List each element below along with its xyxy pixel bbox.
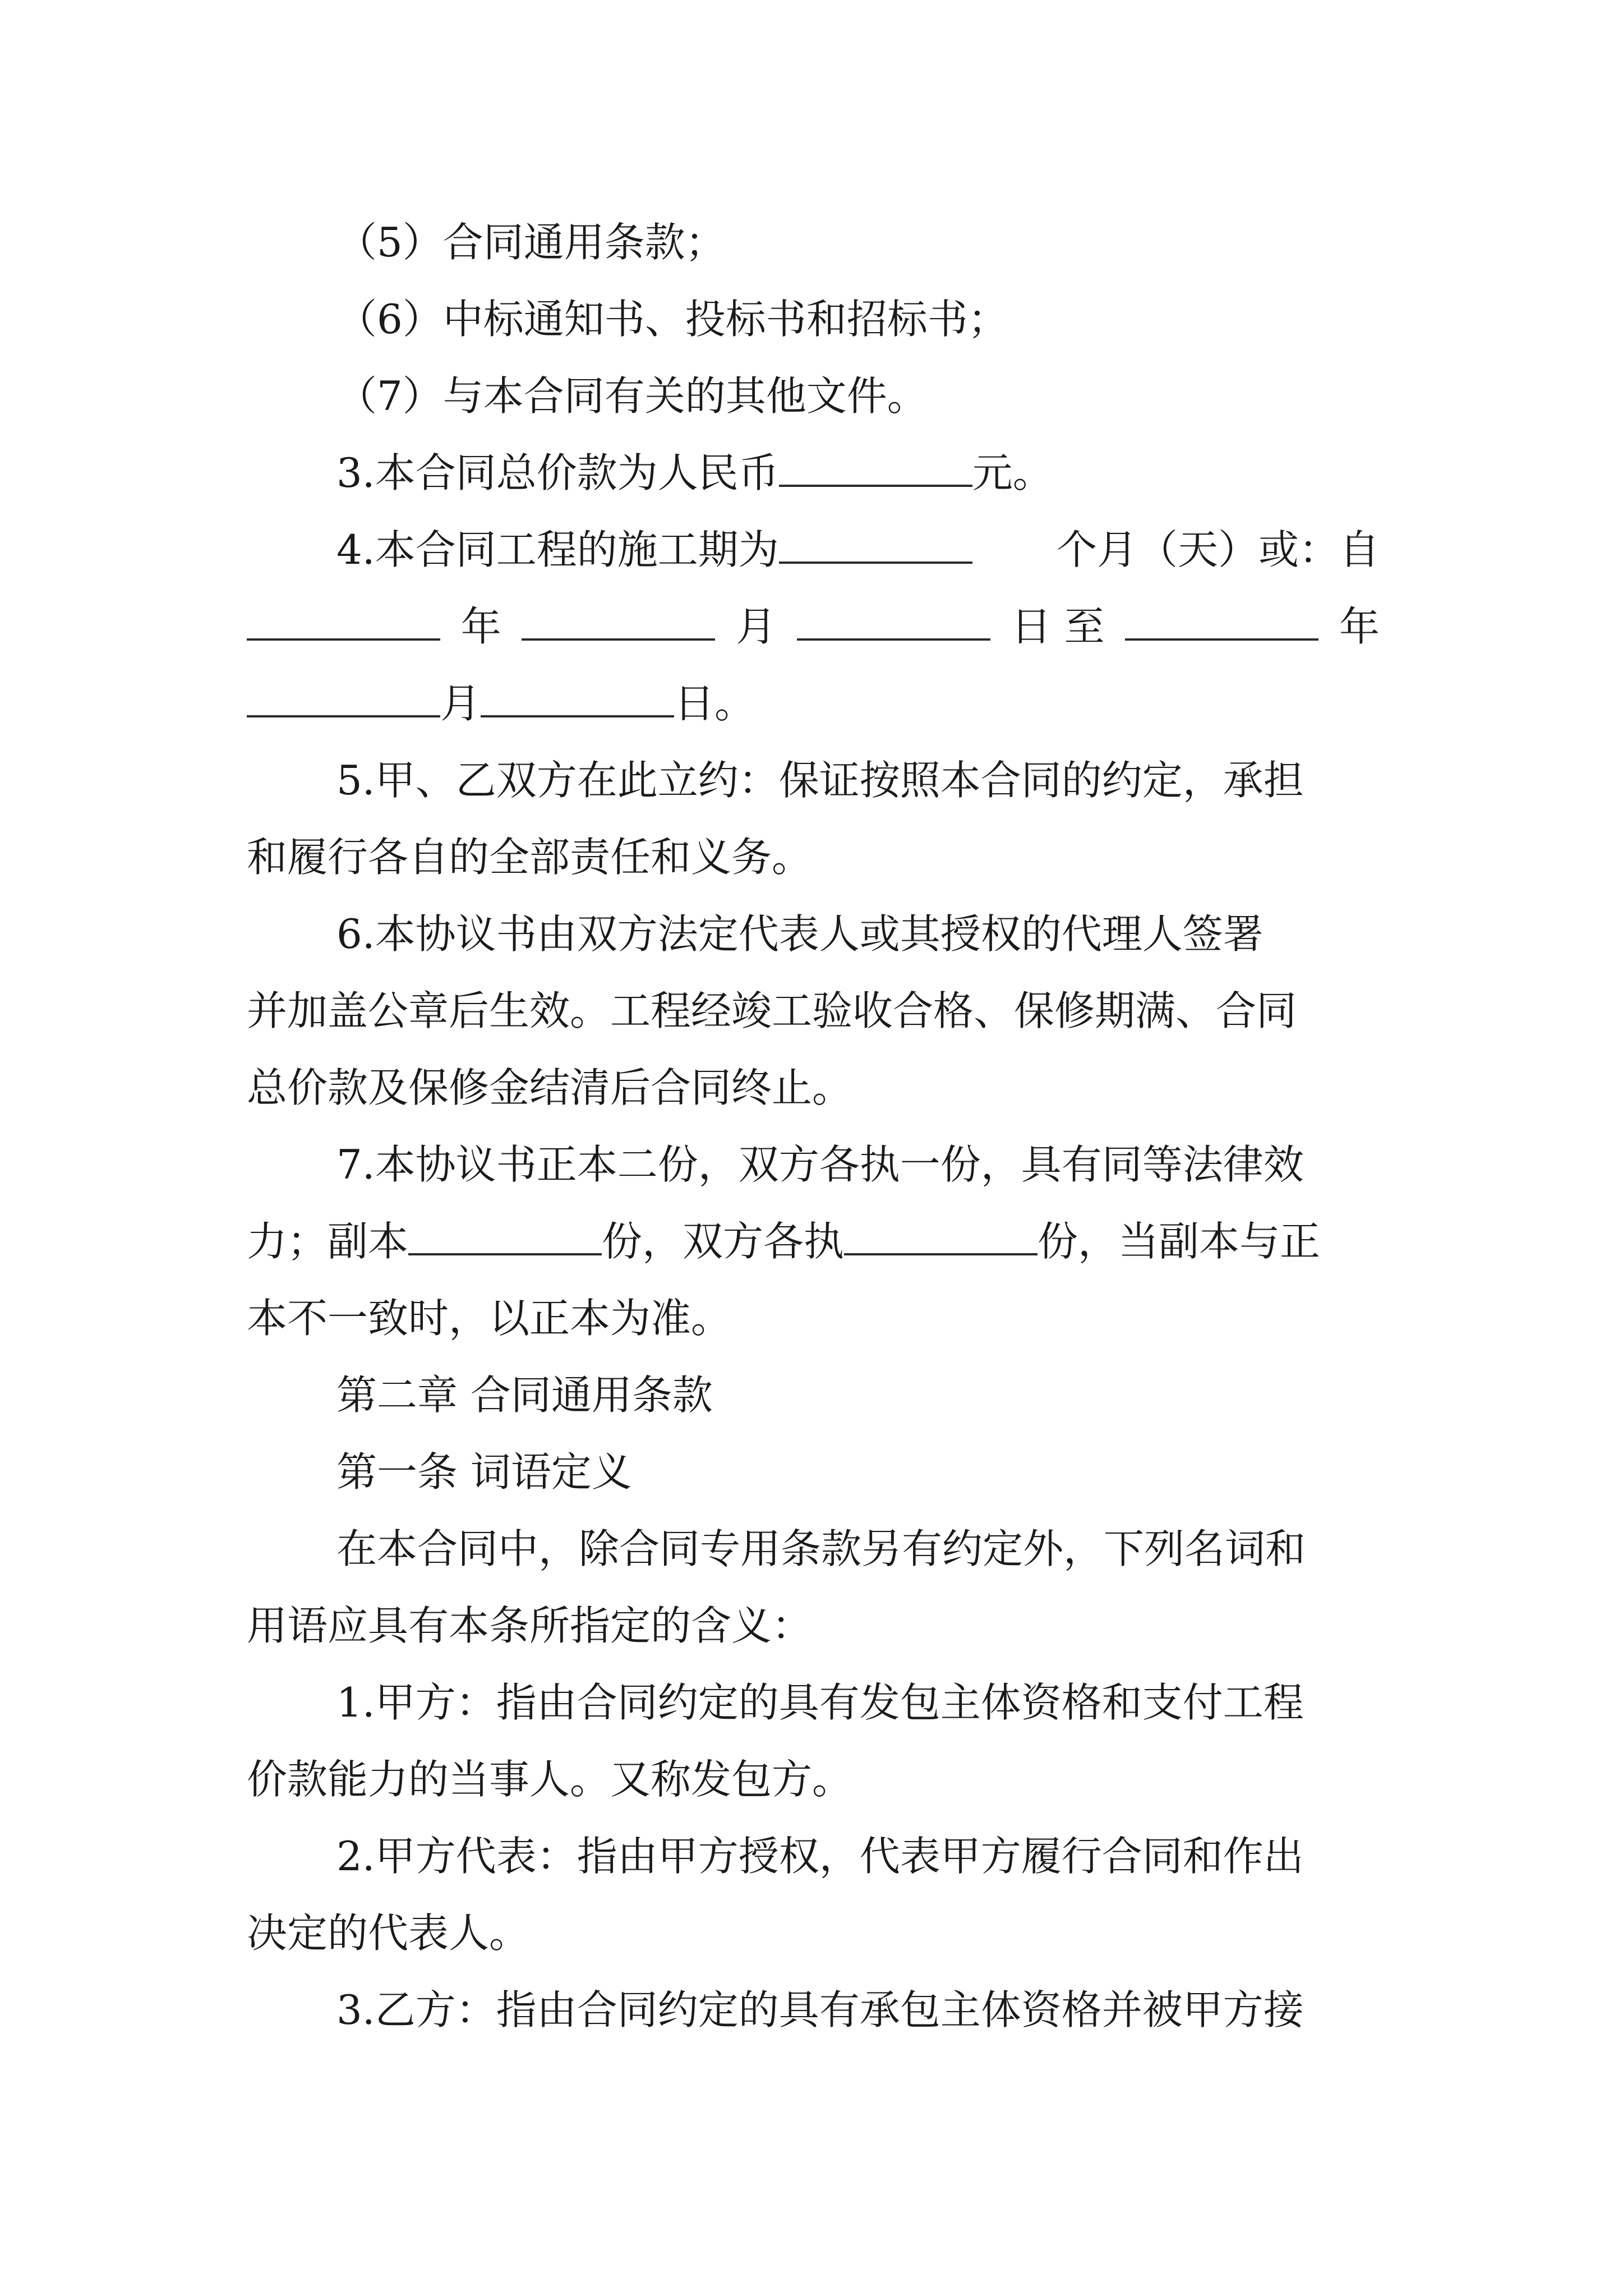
blank-end-year bbox=[1125, 605, 1318, 641]
definition-1-text-2: 价款能力的当事人。又称发包方。 bbox=[247, 1756, 853, 1803]
clause-3 bbox=[247, 435, 1380, 512]
list-item-5 bbox=[247, 204, 1380, 281]
definitions-intro-line-1 bbox=[247, 1511, 1380, 1588]
clause-4-line-2 bbox=[247, 588, 1380, 665]
label-month-end: 月 bbox=[440, 680, 481, 727]
label-day-end: 日。 bbox=[674, 680, 755, 727]
blank-start-day bbox=[797, 605, 990, 641]
blank-start-month bbox=[522, 605, 715, 641]
clause-7-text-3: 本不一致时，以正本为准。 bbox=[247, 1295, 732, 1342]
definitions-intro-line-2 bbox=[247, 1588, 1380, 1664]
clause-4-line-1 bbox=[247, 512, 1380, 588]
clause-5-line-1 bbox=[247, 742, 1380, 819]
clause-7-line-2 bbox=[247, 1203, 1380, 1280]
clause-5-text-1: 5.甲、乙双方在此立约：保证按照本合同的约定，承担 bbox=[336, 757, 1304, 804]
article-1-title: 第一条 词语定义 bbox=[336, 1448, 632, 1496]
list-item-5-text: （5）合同通用条款； bbox=[336, 219, 726, 266]
definition-2-line-1 bbox=[247, 1818, 1380, 1895]
clause-3-unit: 元。 bbox=[972, 449, 1053, 496]
clause-5-text-2: 和履行各自的全部责任和义务。 bbox=[247, 834, 813, 881]
clause-6-text-2: 并加盖公章后生效。工程经竣工验收合格、保修期满、合同 bbox=[247, 987, 1297, 1034]
clause-6-text-3: 总价款及保修金结清后合同终止。 bbox=[247, 1064, 853, 1111]
label-month: 月 bbox=[736, 603, 777, 650]
definitions-intro-text-2: 用语应具有本条所指定的含义： bbox=[247, 1602, 813, 1649]
clause-7-text-1: 7.本协议书正本二份，双方各执一份，具有同等法律效 bbox=[336, 1141, 1304, 1188]
blank-copies bbox=[408, 1220, 602, 1255]
list-item-7-text: （7）与本合同有关的其他文件。 bbox=[336, 372, 928, 420]
clause-6-text-1: 6.本协议书由双方法定代表人或其授权的代理人签署 bbox=[336, 910, 1264, 958]
definition-2-line-2 bbox=[247, 1895, 1380, 1972]
definition-3-line-1 bbox=[247, 1972, 1380, 2049]
chapter-2-heading bbox=[247, 1357, 1380, 1434]
definition-3-text-1: 3.乙方：指由合同约定的具有承包主体资格并被甲方接 bbox=[336, 1986, 1304, 2033]
clause-7-text-2b: 份，双方各执 bbox=[602, 1218, 845, 1265]
clause-6-line-1 bbox=[247, 896, 1380, 973]
document-body bbox=[247, 204, 1380, 2049]
clause-4-text-tail: 个月（天）或：自 bbox=[1056, 526, 1380, 573]
list-item-7 bbox=[247, 358, 1380, 435]
blank-end-day bbox=[481, 682, 674, 717]
list-item-6 bbox=[247, 281, 1380, 358]
definition-1-line-2 bbox=[247, 1741, 1380, 1818]
definition-1-text-1: 1.甲方：指由合同约定的具有发包主体资格和支付工程 bbox=[336, 1679, 1304, 1726]
clause-6-line-2 bbox=[247, 973, 1380, 1050]
definition-1-line-1 bbox=[247, 1664, 1380, 1741]
blank-total-price bbox=[779, 451, 972, 487]
clause-7-line-1 bbox=[247, 1126, 1380, 1203]
label-year: 年 bbox=[460, 603, 501, 650]
blank-duration bbox=[779, 528, 972, 564]
clause-3-text: 3.本合同总价款为人民币 bbox=[336, 449, 779, 496]
blank-copies-each bbox=[844, 1220, 1038, 1255]
clause-7-text-2c: 份，当副本与正 bbox=[1038, 1218, 1321, 1265]
definition-2-text-2: 决定的代表人。 bbox=[247, 1910, 530, 1957]
clause-5-line-2 bbox=[247, 819, 1380, 896]
blank-end-month bbox=[247, 682, 440, 717]
list-item-6-text: （6）中标通知书、投标书和招标书； bbox=[336, 296, 1008, 343]
clause-4-line-3 bbox=[247, 665, 1380, 742]
definitions-intro-text-1: 在本合同中，除合同专用条款另有约定外，下列名词和 bbox=[336, 1525, 1306, 1572]
clause-7-text-2a: 力；副本 bbox=[247, 1218, 409, 1265]
clause-4-text: 4.本合同工程的施工期为 bbox=[336, 526, 779, 573]
clause-6-line-3 bbox=[247, 1050, 1380, 1126]
chapter-2-title: 第二章 合同通用条款 bbox=[336, 1372, 713, 1419]
article-1-heading bbox=[247, 1434, 1380, 1511]
clause-7-line-3 bbox=[247, 1280, 1380, 1357]
label-day-to: 日 至 bbox=[1011, 603, 1105, 650]
definition-2-text-1: 2.甲方代表：指由甲方授权，代表甲方履行合同和作出 bbox=[336, 1833, 1304, 1880]
blank-start-year bbox=[247, 605, 440, 641]
label-year-end: 年 bbox=[1339, 603, 1380, 650]
